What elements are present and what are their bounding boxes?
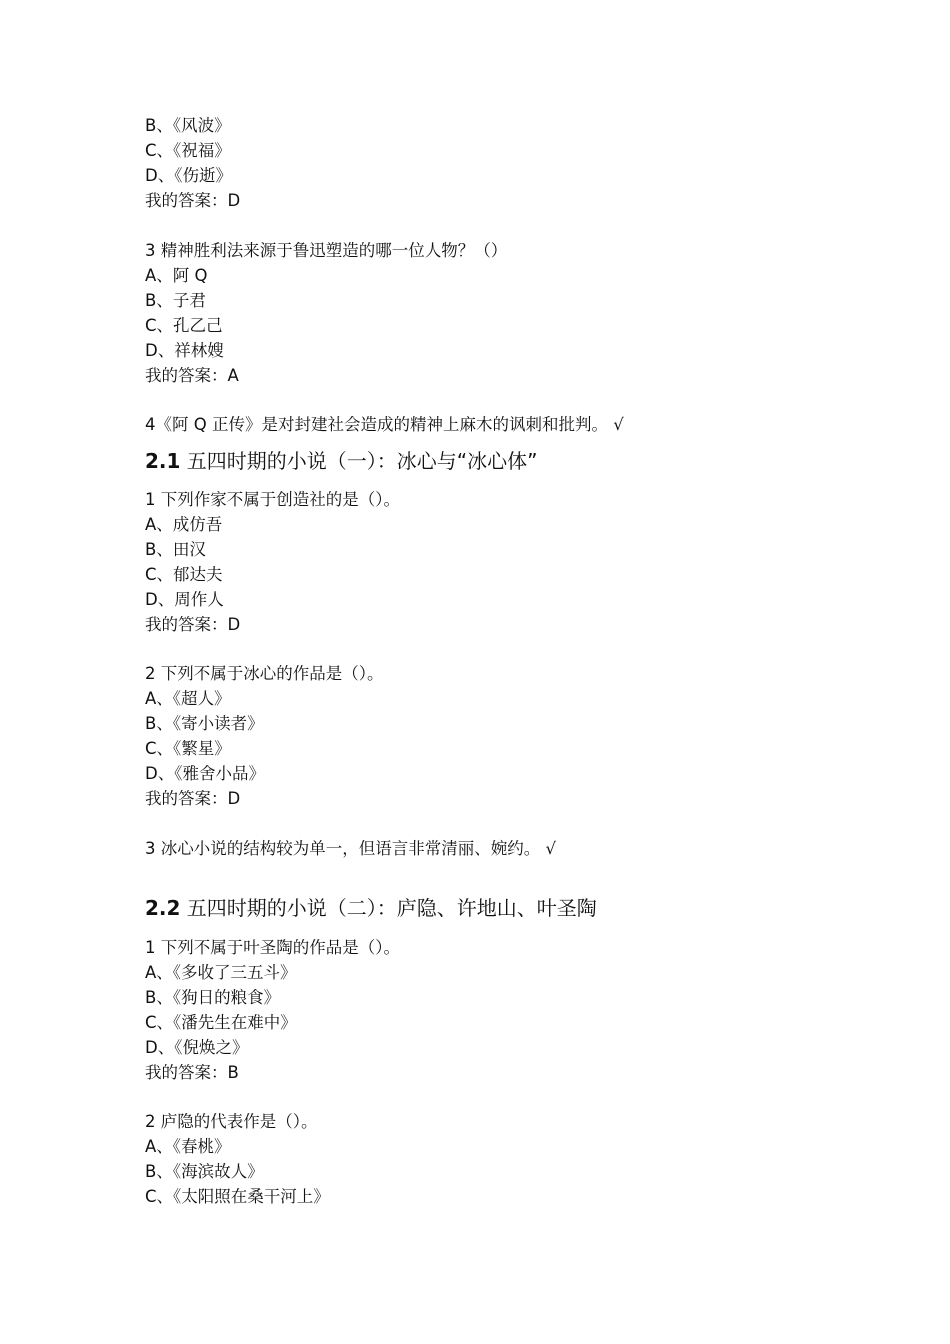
option-line: C、《潘先生在难中》 <box>145 1013 297 1032</box>
question-line: 3 精神胜利法来源于鲁迅塑造的哪一位人物？（） <box>145 241 508 260</box>
section-title: 五四时期的小说（一）：冰心与“冰心体” <box>180 449 538 473</box>
option-line: D、《伤逝》 <box>145 166 232 185</box>
option-line: D、《雅舍小品》 <box>145 764 265 783</box>
answer-line: 我的答案：D <box>145 615 241 634</box>
answer-line: 我的答案：D <box>145 789 241 808</box>
option-line: C、郁达夫 <box>145 565 223 584</box>
option-line: A、《超人》 <box>145 689 231 708</box>
answer-line: 我的答案：D <box>145 191 241 210</box>
option-line: C、《太阳照在桑干河上》 <box>145 1187 330 1206</box>
option-line: D、《倪焕之》 <box>145 1038 249 1057</box>
question-line: 1 下列作家不属于创造社的是（）。 <box>145 490 400 509</box>
question-line: 2 下列不属于冰心的作品是（）。 <box>145 664 384 683</box>
section-title: 五四时期的小说（二）：庐隐、许地山、叶圣陶 <box>180 896 597 920</box>
question-line: 4《阿 Q 正传》是对封建社会造成的精神上麻木的讽刺和批判。 √ <box>145 415 624 434</box>
question-line: 2 庐隐的代表作是（）。 <box>145 1112 318 1131</box>
option-line: A、成仿吾 <box>145 515 223 534</box>
section-number: 2.2 <box>145 896 181 920</box>
option-line: B、田汉 <box>145 540 206 559</box>
section-number: 2.1 <box>145 449 181 473</box>
option-line: D、周作人 <box>145 590 224 609</box>
option-line: B、《寄小读者》 <box>145 714 264 733</box>
section-heading <box>145 447 538 475</box>
question-line: 1 下列不属于叶圣陶的作品是（）。 <box>145 938 400 957</box>
option-line: A、《多收了三五斗》 <box>145 963 297 982</box>
option-line: C、孔乙己 <box>145 316 223 335</box>
option-line: C、《繁星》 <box>145 739 231 758</box>
option-line: C、《祝福》 <box>145 141 231 160</box>
option-line: B、《风波》 <box>145 116 231 135</box>
answer-line: 我的答案：A <box>145 366 239 385</box>
option-line: D、祥林嫂 <box>145 341 224 360</box>
section-heading <box>145 894 597 922</box>
option-line: B、《狗日的粮食》 <box>145 988 281 1007</box>
answer-line: 我的答案：B <box>145 1063 239 1082</box>
option-line: B、《海滨故人》 <box>145 1162 264 1181</box>
option-line: A、《春桃》 <box>145 1137 231 1156</box>
option-line: A、阿 Q <box>145 266 208 285</box>
option-line: B、子君 <box>145 291 206 310</box>
question-line: 3 冰心小说的结构较为单一，但语言非常清丽、婉约。 √ <box>145 839 557 858</box>
